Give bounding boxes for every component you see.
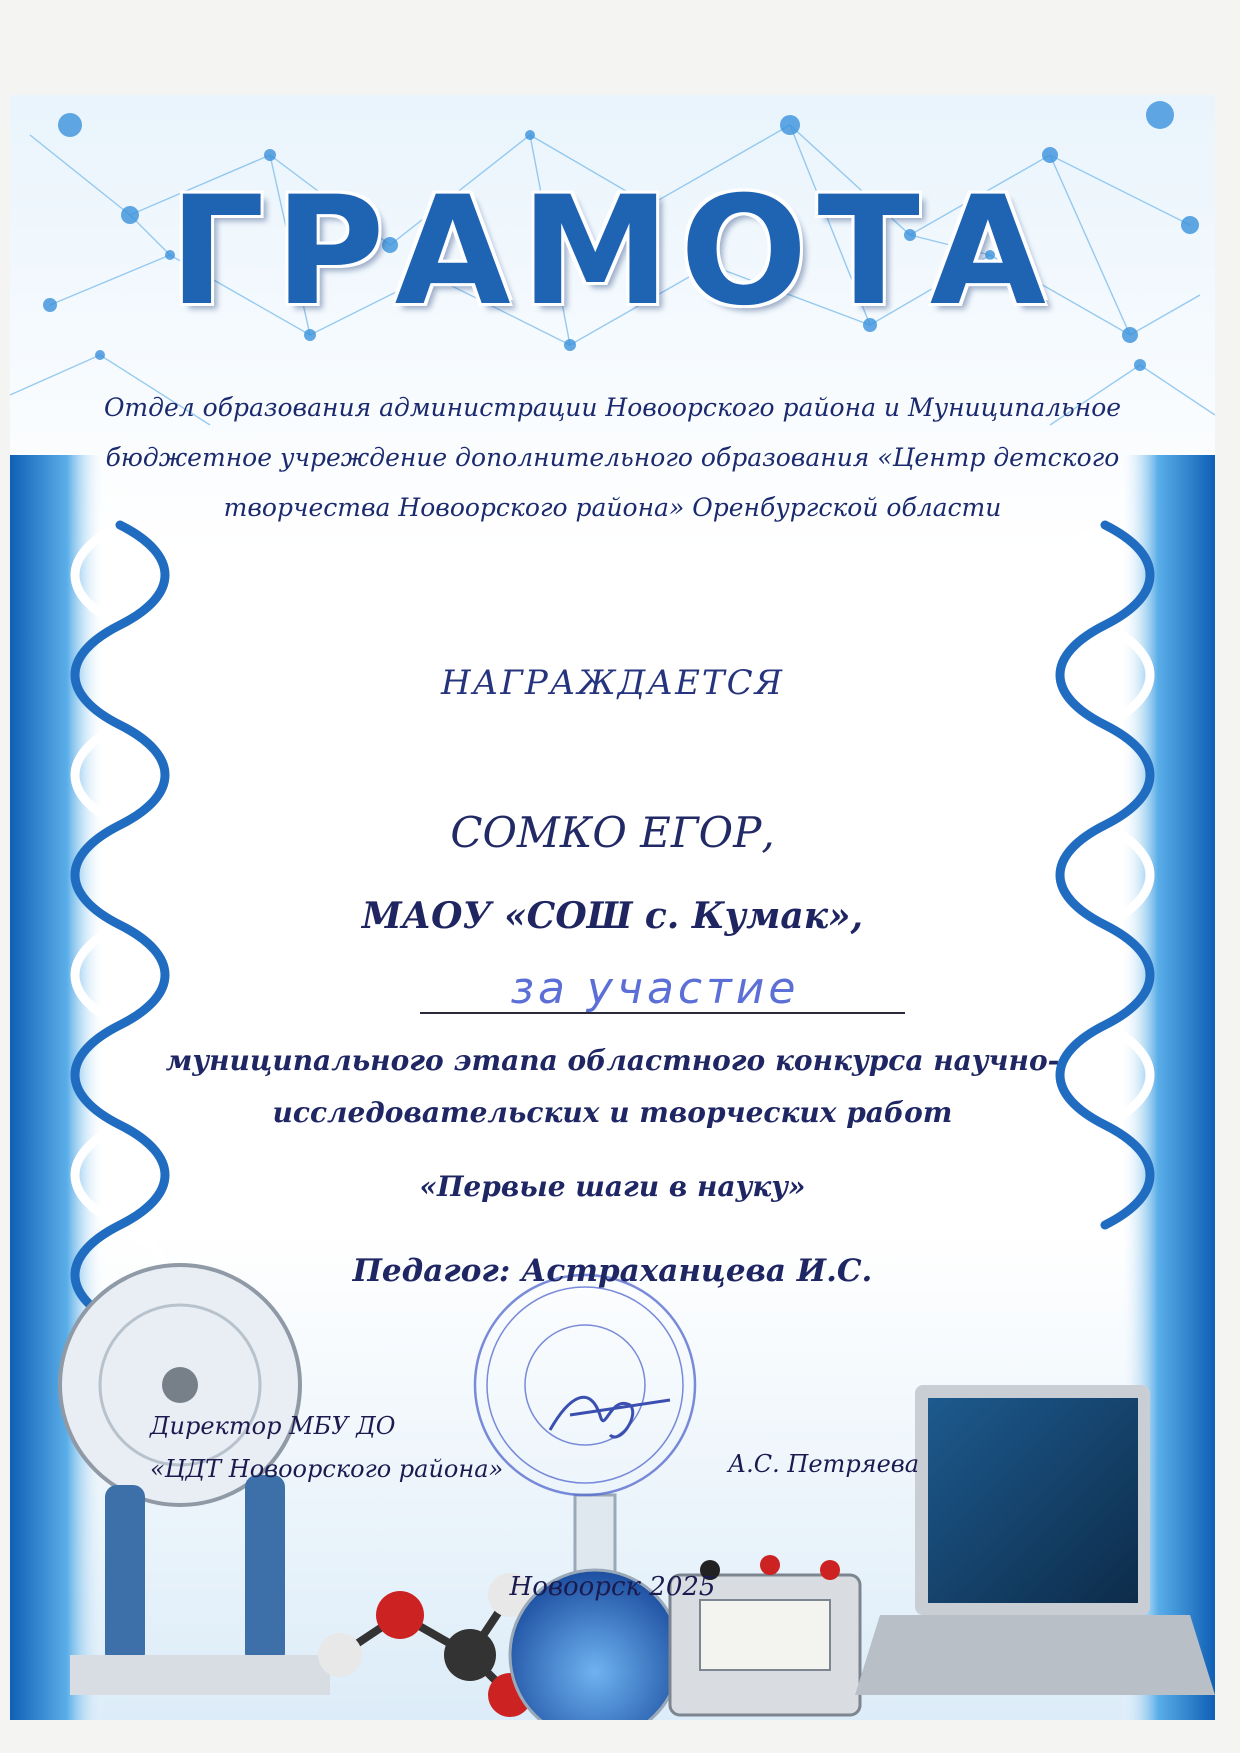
awarded-label: НАГРАЖДАЕТСЯ: [440, 663, 785, 703]
director-position: [150, 1405, 503, 1491]
underline-divider: [420, 1012, 905, 1014]
director-position-line: «ЦДТ Новоорского района»: [150, 1455, 504, 1483]
contest-name: «Первые шаги в науку»: [419, 1170, 806, 1203]
certificate-title: ГРАМОТА: [169, 165, 1056, 339]
flask-illustration: [510, 1495, 680, 1720]
contest-line: муниципального этапа областного конкурса научно-: [165, 1044, 1060, 1077]
issuer-line: бюджетное учреждение дополнительного образования «Центр детского: [105, 443, 1120, 472]
certificate: [10, 95, 1215, 1720]
director-position-line: Директор МБУ ДО: [150, 1412, 396, 1440]
director-name: А.С. Петряева: [728, 1450, 920, 1478]
contest-description: [10, 1035, 1215, 1139]
contest-line: исследовательских и творческих работ: [272, 1096, 953, 1129]
official-stamp: [475, 1275, 695, 1495]
issuer-block: [10, 383, 1215, 533]
issuer-line: Отдел образования администрации Новоорского района и Муниципальное: [103, 393, 1122, 422]
issuer-line: творчества Новоорского района» Оренбургской области: [223, 493, 1002, 522]
handwritten-reason: за участие: [510, 963, 800, 1014]
recipient-school: МАОУ «СОШ с. Кумак»,: [361, 895, 864, 937]
place-and-year: Новоорск 2025: [509, 1572, 716, 1602]
teacher-line: Педагог: Астраханцева И.С.: [352, 1253, 873, 1289]
director-signature: [550, 1397, 670, 1437]
recipient-name: СОМКО ЕГОР,: [450, 808, 775, 857]
